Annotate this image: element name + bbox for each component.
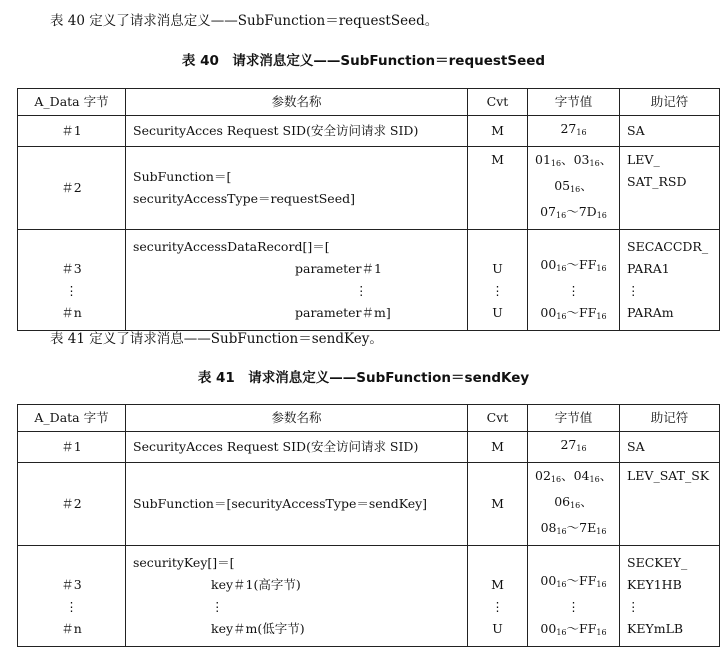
param-line: ⋮ — [355, 283, 368, 298]
byte-cell: ＃1 — [18, 116, 126, 147]
value-text: ～FF — [566, 257, 597, 272]
value-cell — [528, 230, 620, 331]
byte-cell — [18, 230, 126, 331]
value-text: 、 — [580, 494, 593, 509]
param-line: securityKey[]＝[ — [133, 555, 235, 570]
value-text: 06 — [554, 494, 571, 509]
mnemonic-cell: LEV_SAT_SK — [620, 463, 720, 546]
value-text: 02 — [535, 468, 551, 483]
value-text: 07 — [540, 204, 557, 219]
param-line: securityAccessType＝requestSeed] — [133, 191, 355, 206]
value-cell — [528, 432, 620, 463]
param-cell: SecurityAcces Request SID(安全访问请求 SID) — [126, 116, 468, 147]
param-cell — [126, 230, 468, 331]
value-text: 27 — [560, 437, 577, 452]
param-line: SubFunction＝[ — [133, 169, 232, 184]
mnemonic-line: ⋮ — [627, 599, 640, 614]
table-row — [18, 147, 720, 230]
table-row — [18, 116, 720, 147]
param-cell: SecurityAcces Request SID(安全访问请求 SID) — [126, 432, 468, 463]
value-subscript: 16 — [596, 527, 607, 536]
table-row — [18, 546, 720, 647]
value-text: 27 — [560, 121, 577, 136]
mnemonic-line: PARAm — [627, 305, 674, 320]
table-40-caption: 表 40 请求消息定义——SubFunction＝requestSeed — [181, 53, 546, 69]
table-row — [18, 432, 720, 463]
value-text: ～FF — [566, 305, 597, 320]
table-40 — [17, 88, 720, 331]
byte-cell — [18, 546, 126, 647]
value-subscript: 16 — [550, 475, 562, 484]
mnemonic-cell — [620, 230, 720, 331]
value-subscript: 16 — [596, 211, 607, 220]
mnemonic-line: SECACCDR_ — [627, 239, 709, 254]
value-subscript: 16 — [596, 580, 607, 589]
value-line: ⋮ — [567, 599, 580, 614]
value-text: 、04 — [561, 468, 590, 483]
value-text: ～7D — [566, 204, 597, 219]
value-line — [535, 302, 612, 328]
value-text: 00 — [540, 621, 557, 636]
cvt-cell: M — [468, 147, 528, 230]
value-line — [535, 491, 612, 517]
value-cell — [528, 463, 620, 546]
value-line — [535, 254, 612, 280]
header-byte-value: 字节值 — [528, 89, 620, 116]
mnemonic-line: SECKEY_ — [627, 555, 688, 570]
value-subscript: 16 — [576, 128, 587, 137]
param-line: ⋮ — [211, 599, 224, 614]
value-text: 、03 — [561, 152, 590, 167]
value-text: 、 — [580, 178, 593, 193]
param-cell — [126, 546, 468, 647]
byte-cell: ＃1 — [18, 432, 126, 463]
value-text: 、 — [599, 152, 613, 167]
header-a-data: A_Data 字节 — [18, 405, 126, 432]
value-text: ～FF — [566, 621, 597, 636]
table-41 — [17, 404, 720, 647]
cvt-cell — [468, 546, 528, 647]
byte-line: ⋮ — [65, 283, 78, 298]
header-mnemonic: 助记符 — [620, 405, 720, 432]
value-subscript: 16 — [550, 159, 562, 168]
value-text: 、 — [599, 468, 613, 483]
value-cell — [528, 546, 620, 647]
header-mnemonic: 助记符 — [620, 89, 720, 116]
value-line — [535, 570, 612, 596]
byte-cell: ＃2 — [18, 147, 126, 230]
value-cell — [528, 116, 620, 147]
value-subscript: 16 — [556, 527, 567, 536]
value-text: 01 — [535, 152, 551, 167]
byte-cell: ＃2 — [18, 463, 126, 546]
table-row — [18, 230, 720, 331]
intro-paragraph-1: 表 40 定义了请求消息定义——SubFunction＝requestSeed。 — [50, 13, 439, 29]
table-header-row — [18, 405, 720, 432]
value-subscript: 16 — [556, 312, 567, 321]
param-cell: SubFunction＝[securityAccessType＝sendKey] — [126, 463, 468, 546]
header-cvt: Cvt — [468, 405, 528, 432]
value-line — [535, 517, 612, 543]
value-line: ⋮ — [567, 283, 580, 298]
cvt-line: U — [492, 621, 503, 636]
value-subscript: 16 — [596, 312, 607, 321]
mnemonic-line: KEYmLB — [627, 621, 684, 636]
value-subscript: 16 — [570, 185, 581, 194]
header-param-name: 参数名称 — [126, 405, 468, 432]
cvt-line: ⋮ — [491, 599, 504, 614]
byte-line: ⋮ — [65, 599, 78, 614]
byte-line: ＃3 — [61, 261, 82, 276]
value-line — [535, 149, 612, 175]
value-line — [535, 465, 612, 491]
param-cell — [126, 147, 468, 230]
intro-paragraph-2: 表 41 定义了请求消息——SubFunction＝sendKey。 — [50, 331, 383, 347]
byte-line: ＃n — [61, 305, 82, 320]
value-subscript: 16 — [589, 159, 600, 168]
header-param-name: 参数名称 — [126, 89, 468, 116]
table-row — [18, 463, 720, 546]
value-subscript: 16 — [556, 211, 567, 220]
value-subscript: 16 — [556, 580, 567, 589]
value-text: ～7E — [566, 520, 597, 535]
header-cvt: Cvt — [468, 89, 528, 116]
value-subscript: 16 — [570, 501, 581, 510]
byte-line: ＃n — [61, 621, 82, 636]
value-subscript: 16 — [576, 444, 587, 453]
mnemonic-line: LEV_ — [627, 152, 660, 167]
cvt-line: U — [492, 305, 503, 320]
mnemonic-line: ⋮ — [627, 283, 640, 298]
mnemonic-line: SAT_RSD — [627, 174, 687, 189]
param-line: key＃m(低字节) — [211, 621, 305, 636]
value-subscript: 16 — [556, 264, 567, 273]
value-line — [535, 201, 612, 227]
mnemonic-line: PARA1 — [627, 261, 670, 276]
mnemonic-cell — [620, 546, 720, 647]
byte-line: ＃3 — [61, 577, 82, 592]
header-a-data: A_Data 字节 — [18, 89, 126, 116]
value-text: 08 — [540, 520, 557, 535]
cvt-line: U — [492, 261, 503, 276]
param-line: securityAccessDataRecord[]＝[ — [133, 239, 330, 254]
value-subscript: 16 — [556, 628, 567, 637]
table-header-row — [18, 89, 720, 116]
cvt-line: ⋮ — [491, 283, 504, 298]
mnemonic-cell: SA — [620, 116, 720, 147]
cvt-cell: M — [468, 116, 528, 147]
value-text: ～FF — [566, 573, 597, 588]
param-line: key＃1(高字节) — [211, 577, 301, 592]
value-text: 00 — [540, 305, 557, 320]
header-byte-value: 字节值 — [528, 405, 620, 432]
value-cell — [528, 147, 620, 230]
value-subscript: 16 — [596, 264, 607, 273]
value-text: 00 — [540, 573, 557, 588]
cvt-cell — [468, 230, 528, 331]
param-line: parameter＃m] — [295, 305, 391, 320]
value-text: 05 — [554, 178, 571, 193]
table-41-caption: 表 41 请求消息定义——SubFunction＝sendKey — [197, 370, 530, 386]
cvt-line: M — [491, 577, 504, 592]
value-line — [535, 175, 612, 201]
param-line: parameter＃1 — [295, 261, 382, 276]
value-text: 00 — [540, 257, 557, 272]
value-line — [535, 618, 612, 644]
value-subscript: 16 — [589, 475, 600, 484]
value-subscript: 16 — [596, 628, 607, 637]
mnemonic-line: KEY1HB — [627, 577, 682, 592]
mnemonic-cell — [620, 147, 720, 230]
cvt-cell: M — [468, 432, 528, 463]
mnemonic-cell: SA — [620, 432, 720, 463]
cvt-cell: M — [468, 463, 528, 546]
